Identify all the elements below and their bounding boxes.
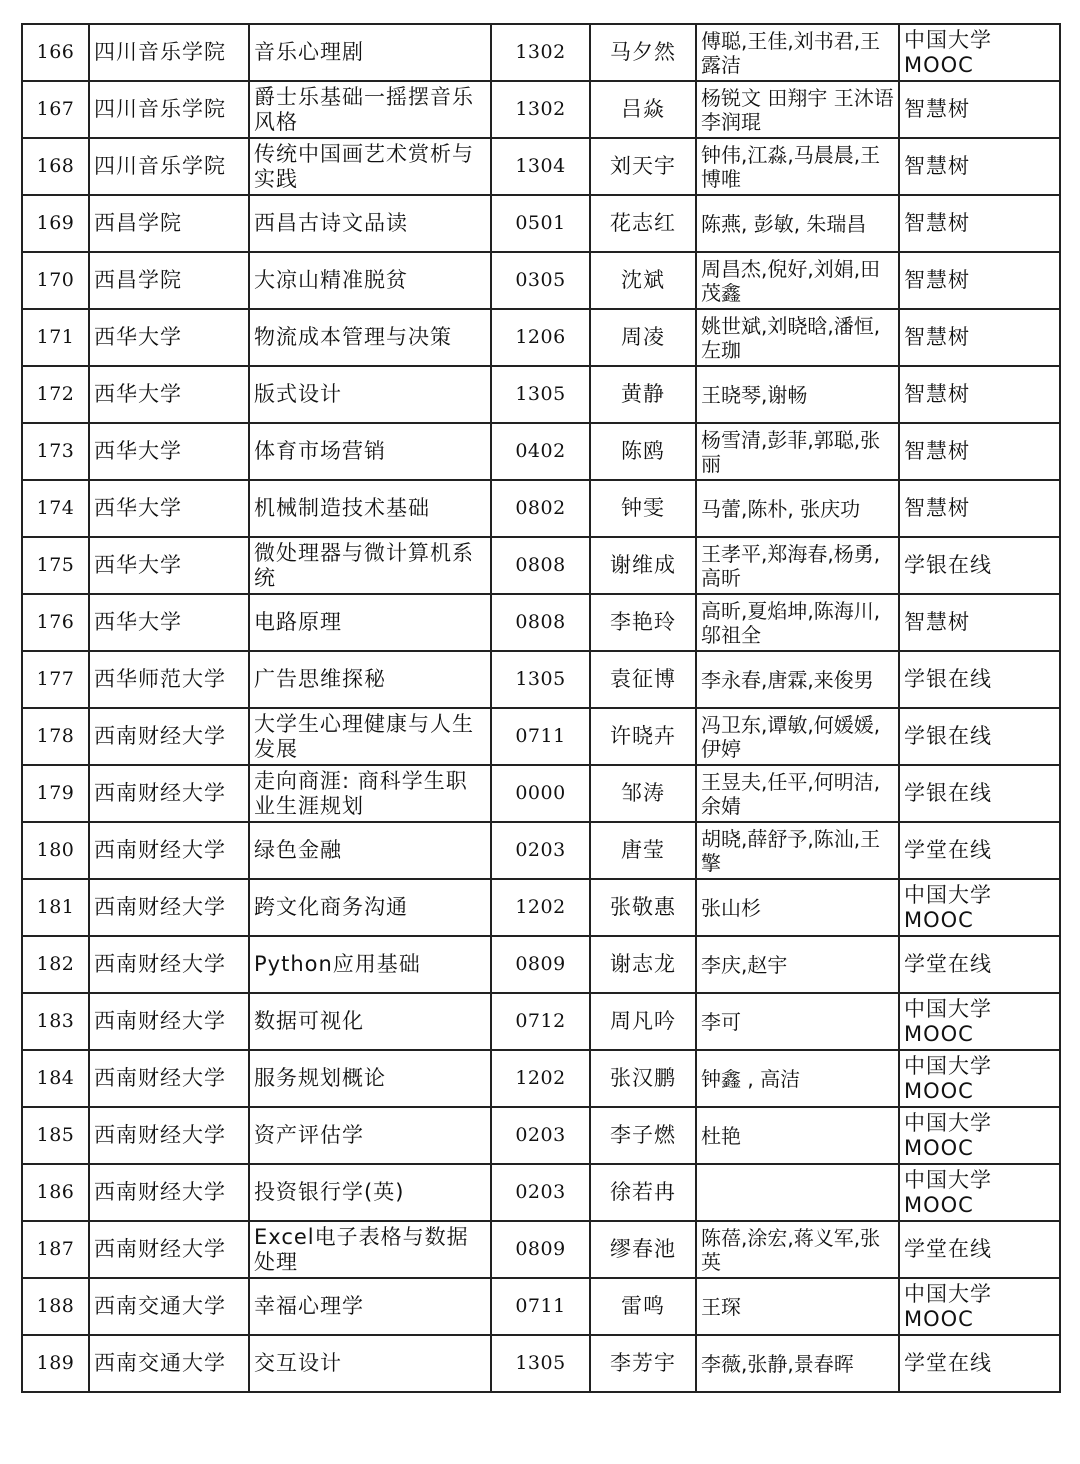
school-cell: 西华师范大学 [89,651,249,708]
school-cell: 西南财经大学 [89,879,249,936]
course-name-cell: 绿色金融 [249,822,491,879]
course-lead-cell: 李艳玲 [590,594,696,651]
row-number-cell: 180 [22,822,89,879]
school-cell: 西昌学院 [89,252,249,309]
course-name-cell: 电路原理 [249,594,491,651]
subject-code-cell: 1206 [491,309,590,366]
row-number-cell: 175 [22,537,89,594]
course-lead-cell: 黄静 [590,366,696,423]
course-lead-cell: 徐若冉 [590,1164,696,1221]
row-number-cell: 188 [22,1278,89,1335]
team-members-cell: 冯卫东,谭敏,何媛媛,伊婷 [696,708,899,765]
subject-code-cell: 0712 [491,993,590,1050]
row-number-cell: 170 [22,252,89,309]
course-lead-cell: 沈斌 [590,252,696,309]
team-members-cell: 钟伟,江淼,马晨晨,王博唯 [696,138,899,195]
platform-cell: 智慧树 [899,423,1060,480]
school-cell: 西南财经大学 [89,1107,249,1164]
table-row [22,765,1060,822]
row-number-cell: 185 [22,1107,89,1164]
school-cell: 四川音乐学院 [89,81,249,138]
course-lead-cell: 张敬惠 [590,879,696,936]
course-name-cell: 服务规划概论 [249,1050,491,1107]
platform-cell: 智慧树 [899,252,1060,309]
course-name-cell: 大凉山精准脱贫 [249,252,491,309]
team-members-cell: 李可 [696,993,899,1050]
table-row [22,1278,1060,1335]
row-number-cell: 183 [22,993,89,1050]
table-row [22,651,1060,708]
team-members-cell [696,1164,899,1221]
subject-code-cell: 0203 [491,1164,590,1221]
course-name-cell: 资产评估学 [249,1107,491,1164]
team-members-cell: 王晓琴,谢畅 [696,366,899,423]
platform-cell: 学银在线 [899,537,1060,594]
team-members-cell: 李薇,张静,景春晖 [696,1335,899,1392]
course-lead-cell: 雷鸣 [590,1278,696,1335]
row-number-cell: 171 [22,309,89,366]
row-number-cell: 173 [22,423,89,480]
platform-cell: 智慧树 [899,81,1060,138]
course-name-cell: 跨文化商务沟通 [249,879,491,936]
course-name-cell: 音乐心理剧 [249,24,491,81]
row-number-cell: 167 [22,81,89,138]
school-cell: 西南交通大学 [89,1278,249,1335]
platform-cell: 智慧树 [899,594,1060,651]
subject-code-cell: 0808 [491,537,590,594]
school-cell: 西南交通大学 [89,1335,249,1392]
school-cell: 西华大学 [89,480,249,537]
platform-cell: 中国大学MOOC [899,1278,1060,1335]
platform-cell: 智慧树 [899,195,1060,252]
course-name-cell: 走向商涯: 商科学生职业生涯规划 [249,765,491,822]
subject-code-cell: 1304 [491,138,590,195]
subject-code-cell: 1302 [491,24,590,81]
table-row [22,309,1060,366]
table-row [22,480,1060,537]
school-cell: 西南财经大学 [89,822,249,879]
course-name-cell: 西昌古诗文品读 [249,195,491,252]
row-number-cell: 176 [22,594,89,651]
team-members-cell: 马蕾,陈朴, 张庆功 [696,480,899,537]
school-cell: 四川音乐学院 [89,138,249,195]
school-cell: 西昌学院 [89,195,249,252]
platform-cell: 智慧树 [899,366,1060,423]
team-members-cell: 陈蓓,涂宏,蒋义军,张英 [696,1221,899,1278]
row-number-cell: 182 [22,936,89,993]
row-number-cell: 189 [22,1335,89,1392]
team-members-cell: 杨锐文 田翔宇 王沐语 李润琨 [696,81,899,138]
team-members-cell: 胡晓,薛舒予,陈汕,王擎 [696,822,899,879]
table-row [22,993,1060,1050]
team-members-cell: 李永春,唐霖,来俊男 [696,651,899,708]
platform-cell: 中国大学MOOC [899,879,1060,936]
table-row [22,1221,1060,1278]
course-lead-cell: 周凡吟 [590,993,696,1050]
course-lead-cell: 谢维成 [590,537,696,594]
subject-code-cell: 0000 [491,765,590,822]
platform-cell: 中国大学MOOC [899,24,1060,81]
course-name-cell: 版式设计 [249,366,491,423]
course-name-cell: 体育市场营销 [249,423,491,480]
team-members-cell: 李庆,赵宇 [696,936,899,993]
platform-cell: 中国大学MOOC [899,993,1060,1050]
subject-code-cell: 1305 [491,1335,590,1392]
table-row [22,195,1060,252]
subject-code-cell: 0402 [491,423,590,480]
table-row [22,1050,1060,1107]
school-cell: 西南财经大学 [89,708,249,765]
course-lead-cell: 张汉鹏 [590,1050,696,1107]
subject-code-cell: 0203 [491,822,590,879]
course-name-cell: Python应用基础 [249,936,491,993]
course-name-cell: 数据可视化 [249,993,491,1050]
school-cell: 西南财经大学 [89,1164,249,1221]
team-members-cell: 王孝平,郑海春,杨勇,高昕 [696,537,899,594]
course-lead-cell: 邹涛 [590,765,696,822]
table-row [22,822,1060,879]
subject-code-cell: 0711 [491,1278,590,1335]
row-number-cell: 172 [22,366,89,423]
course-lead-cell: 袁征博 [590,651,696,708]
course-lead-cell: 唐莹 [590,822,696,879]
course-name-cell: 大学生心理健康与人生发展 [249,708,491,765]
course-lead-cell: 钟雯 [590,480,696,537]
school-cell: 西南财经大学 [89,765,249,822]
school-cell: 西南财经大学 [89,1221,249,1278]
course-table [21,23,1061,1393]
team-members-cell: 高昕,夏焰坤,陈海川,邬祖全 [696,594,899,651]
course-name-cell: 投资银行学(英) [249,1164,491,1221]
subject-code-cell: 0711 [491,708,590,765]
platform-cell: 中国大学MOOC [899,1164,1060,1221]
table-row [22,537,1060,594]
row-number-cell: 174 [22,480,89,537]
team-members-cell: 杜艳 [696,1107,899,1164]
school-cell: 西华大学 [89,309,249,366]
table-row [22,24,1060,81]
table-row [22,366,1060,423]
course-name-cell: 机械制造技术基础 [249,480,491,537]
table-row [22,879,1060,936]
team-members-cell: 姚世斌,刘晓晗,潘恒,左珈 [696,309,899,366]
course-lead-cell: 花志红 [590,195,696,252]
team-members-cell: 杨雪清,彭菲,郭聪,张丽 [696,423,899,480]
course-name-cell: 传统中国画艺术赏析与实践 [249,138,491,195]
row-number-cell: 187 [22,1221,89,1278]
platform-cell: 智慧树 [899,138,1060,195]
table-row [22,1107,1060,1164]
team-members-cell: 王昱夫,任平,何明洁,余婧 [696,765,899,822]
row-number-cell: 181 [22,879,89,936]
platform-cell: 学堂在线 [899,822,1060,879]
subject-code-cell: 0203 [491,1107,590,1164]
course-name-cell: 爵士乐基础一摇摆音乐风格 [249,81,491,138]
course-name-cell: 广告思维探秘 [249,651,491,708]
school-cell: 西华大学 [89,594,249,651]
subject-code-cell: 1202 [491,879,590,936]
school-cell: 西南财经大学 [89,1050,249,1107]
subject-code-cell: 0808 [491,594,590,651]
subject-code-cell: 1305 [491,651,590,708]
table-row [22,1335,1060,1392]
platform-cell: 学堂在线 [899,936,1060,993]
platform-cell: 中国大学MOOC [899,1107,1060,1164]
course-name-cell: 幸福心理学 [249,1278,491,1335]
row-number-cell: 178 [22,708,89,765]
row-number-cell: 184 [22,1050,89,1107]
row-number-cell: 179 [22,765,89,822]
subject-code-cell: 0809 [491,1221,590,1278]
table-row [22,252,1060,309]
subject-code-cell: 0802 [491,480,590,537]
subject-code-cell: 1302 [491,81,590,138]
table-body [22,24,1060,1392]
table-row [22,1164,1060,1221]
course-lead-cell: 谢志龙 [590,936,696,993]
row-number-cell: 186 [22,1164,89,1221]
table-row [22,423,1060,480]
subject-code-cell: 1305 [491,366,590,423]
platform-cell: 学银在线 [899,765,1060,822]
course-lead-cell: 周凌 [590,309,696,366]
row-number-cell: 168 [22,138,89,195]
table-row [22,81,1060,138]
subject-code-cell: 0305 [491,252,590,309]
table-row [22,138,1060,195]
course-lead-cell: 吕焱 [590,81,696,138]
school-cell: 西华大学 [89,366,249,423]
course-lead-cell: 陈鸥 [590,423,696,480]
course-name-cell: 物流成本管理与决策 [249,309,491,366]
team-members-cell: 钟鑫 , 高洁 [696,1050,899,1107]
school-cell: 西华大学 [89,423,249,480]
platform-cell: 学银在线 [899,651,1060,708]
course-lead-cell: 李芳宇 [590,1335,696,1392]
school-cell: 西华大学 [89,537,249,594]
school-cell: 西南财经大学 [89,936,249,993]
platform-cell: 中国大学MOOC [899,1050,1060,1107]
subject-code-cell: 0501 [491,195,590,252]
team-members-cell: 陈燕, 彭敏, 朱瑞昌 [696,195,899,252]
school-cell: 西南财经大学 [89,993,249,1050]
row-number-cell: 166 [22,24,89,81]
team-members-cell: 傅聪,王佳,刘书君,王露洁 [696,24,899,81]
platform-cell: 学堂在线 [899,1221,1060,1278]
table-row [22,936,1060,993]
course-lead-cell: 李子燃 [590,1107,696,1164]
school-cell: 四川音乐学院 [89,24,249,81]
platform-cell: 智慧树 [899,309,1060,366]
platform-cell: 学堂在线 [899,1335,1060,1392]
course-name-cell: 微处理器与微计算机系统 [249,537,491,594]
course-lead-cell: 刘天宇 [590,138,696,195]
row-number-cell: 169 [22,195,89,252]
table-row [22,708,1060,765]
course-lead-cell: 缪春池 [590,1221,696,1278]
platform-cell: 学银在线 [899,708,1060,765]
course-name-cell: Excel电子表格与数据处理 [249,1221,491,1278]
team-members-cell: 张山杉 [696,879,899,936]
team-members-cell: 周昌杰,倪好,刘娟,田茂鑫 [696,252,899,309]
row-number-cell: 177 [22,651,89,708]
platform-cell: 智慧树 [899,480,1060,537]
subject-code-cell: 0809 [491,936,590,993]
course-name-cell: 交互设计 [249,1335,491,1392]
subject-code-cell: 1202 [491,1050,590,1107]
team-members-cell: 王琛 [696,1278,899,1335]
table-row [22,594,1060,651]
course-lead-cell: 许晓卉 [590,708,696,765]
course-lead-cell: 马夕然 [590,24,696,81]
